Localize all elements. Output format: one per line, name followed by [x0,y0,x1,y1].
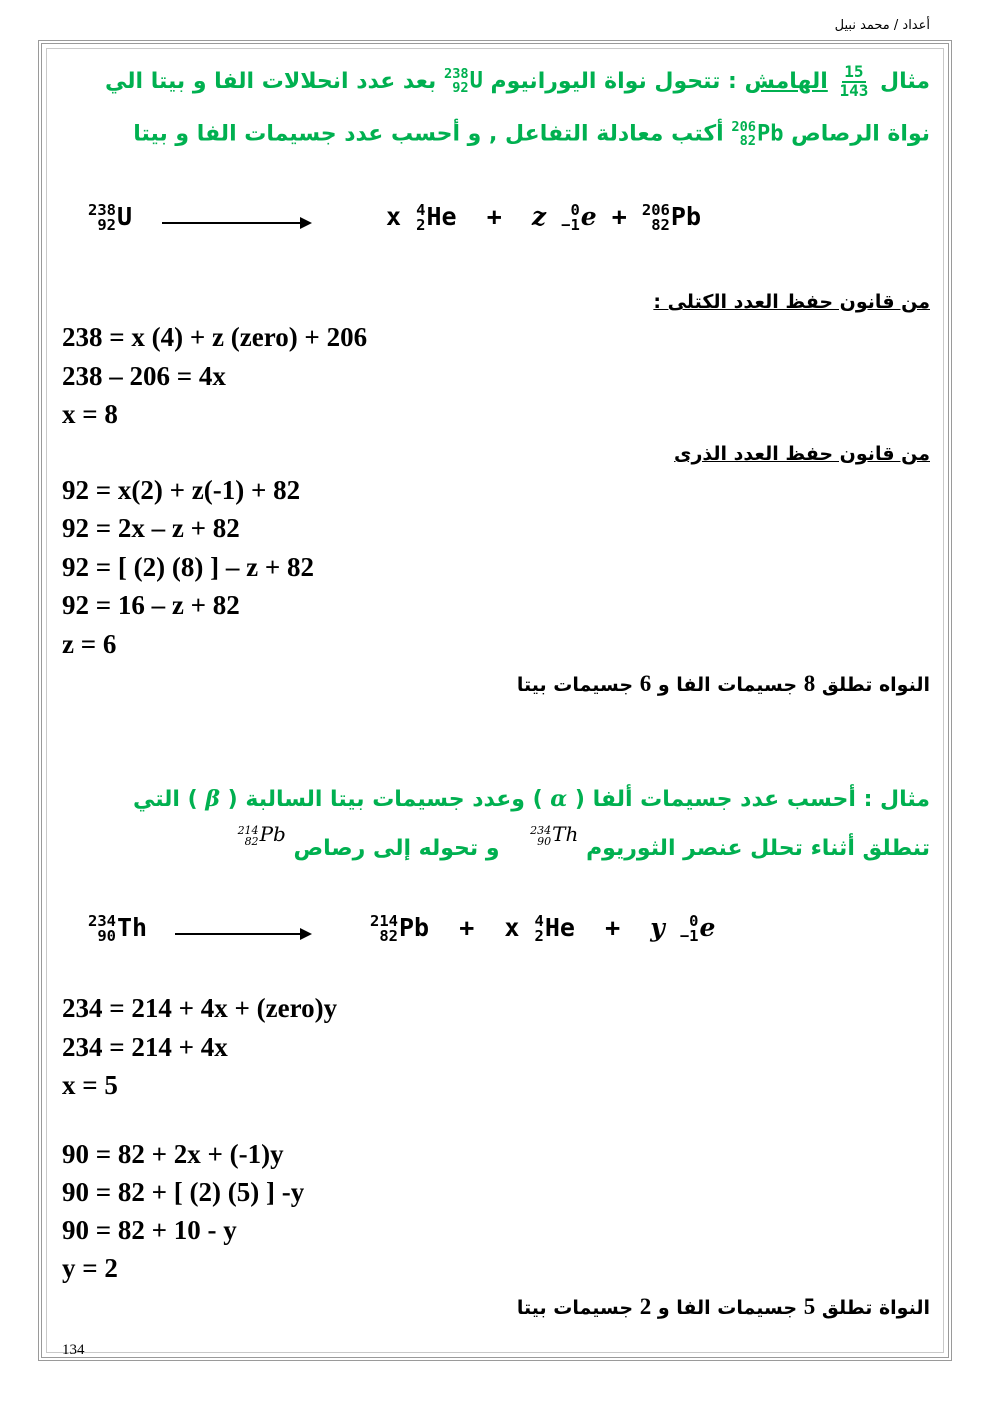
equation-line: 92 = x(2) + z(-1) + 82 [62,475,301,505]
reaction2-reactant: 234 90 Th [88,911,148,945]
example1-line2: نواة الرصاص 206 82 Pb أكتب معادلة التفاعل , و أحسب عدد جسيمات الفا و بيتا [133,119,930,149]
equation-line: 92 = [ (2) (8) ] – z + 82 [62,552,314,582]
equation-line: 90 = 82 + 2x + (-1)y [62,1139,284,1169]
reaction1-arrow [162,222,310,224]
equation-line: 92 = 2x – z + 82 [62,513,240,543]
reaction1-reactant: 238 92 U [88,200,133,234]
equation-line: 238 – 206 = 4x [62,361,226,391]
equation-line: z = 6 [62,629,117,659]
page-number: 134 [62,1342,85,1358]
uranium-nucleus: 238 92 U [444,66,483,96]
reaction1-products: x 4 2 He + z 0 −1 e + 206 82 Pb [386,200,701,234]
heading-mass-conservation: من قانون حفظ العدد الكتلى : [653,291,930,313]
lead-nucleus: 206 82 Pb [731,119,784,149]
equation-line: 234 = 214 + 4x + (zero)y [62,993,338,1023]
equation-line: 238 = x (4) + z (zero) + 206 [62,322,368,352]
equation-line: 90 = 82 + [ (2) (5) ] -y [62,1177,305,1207]
equation-line: 90 = 82 + 10 - y [62,1215,237,1245]
equation-line: 92 = 16 – z + 82 [62,590,240,620]
example2-line1: مثال : أحسب عدد جسيمات ألفا ( α ) وعدد جسيمات بيتا السالبة ( β ) التي [132,786,930,812]
equation-line: 234 = 214 + 4x [62,1032,228,1062]
example1-line1: مثال $\frac{15}{143}$ الهامش : تتحول نواة اليورانيوم 238 92 U بعد عدد انحلالات الفا و بيتا الي [104,62,930,100]
margin-fraction: $\frac{15}{143}$ [839,62,869,100]
reaction2-products: 214 82 Pb + x 4 2 He + y 0 −1 e [370,911,716,945]
example2-conclusion: النواة تطلق 5 جسيمات الفا و 2 جسيمات بيتا [516,1294,930,1319]
example1-conclusion: النواه تطلق 8 جسيمات الفا و 6 جسيمات بيتا [516,671,930,696]
equation-line: y = 2 [62,1253,118,1283]
beta-symbol: β [205,786,220,812]
heading-atomic-conservation: من قانون حفظ العدد الذرى [674,443,930,465]
example2-line2: تنطلق أثناء تحلل عنصر الثوريوم 234 90 Th و تحوله إلى رصاص 214 82 Pb [237,822,930,861]
equation-line: x = 8 [62,399,118,429]
author-header: أعداد / محمد نبيل [834,18,930,33]
thorium-nucleus: 234 90 Th [530,822,579,848]
equation-line: x = 5 [62,1070,118,1100]
reaction2-arrow [175,933,310,935]
lead-nucleus: 214 82 Pb [237,822,286,848]
alpha-symbol: α [550,786,568,812]
